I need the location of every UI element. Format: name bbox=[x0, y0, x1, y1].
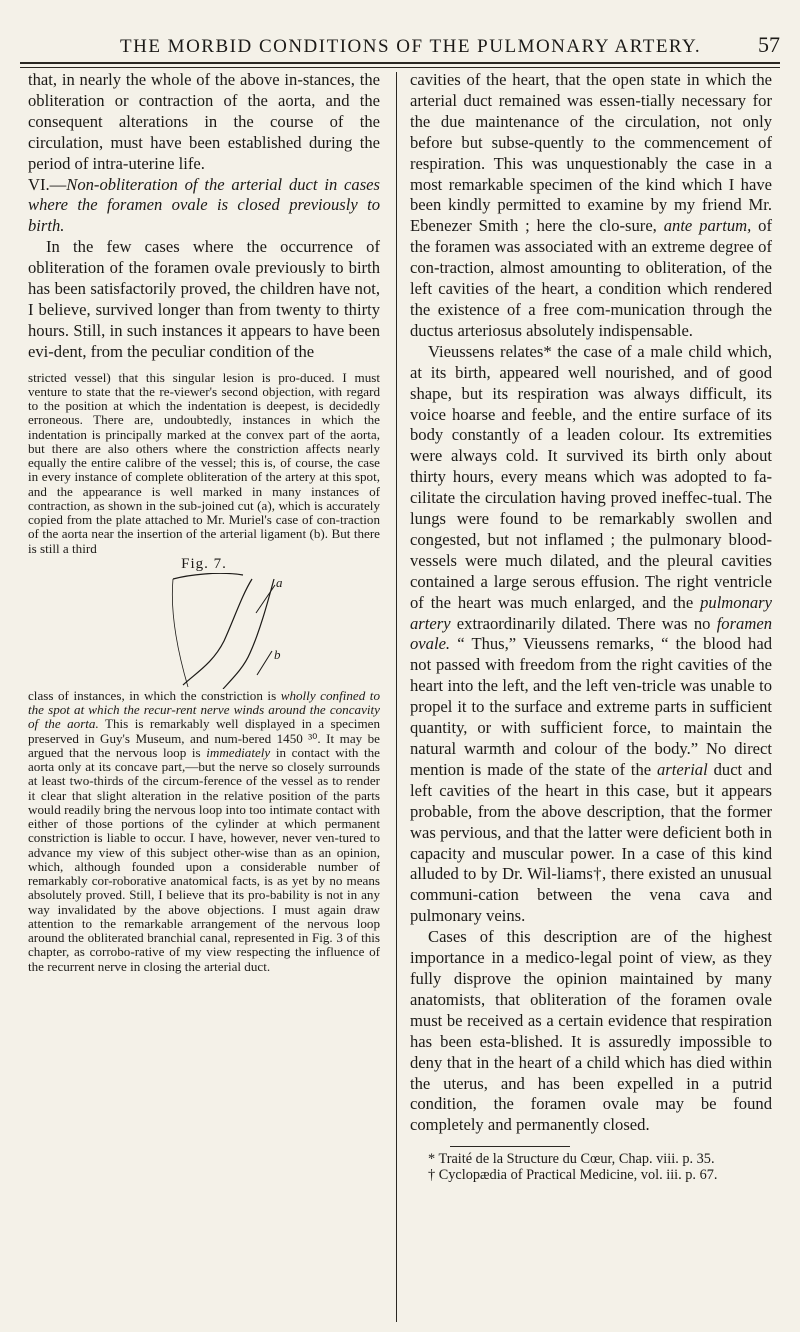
footnote: * Traité de la Structure du Cœur, Chap. viii. p. 35. bbox=[428, 1151, 715, 1168]
figure-letter-a: a bbox=[276, 574, 283, 590]
running-title: THE MORBID CONDITIONS OF THE PULMONARY ARTERY. bbox=[120, 36, 702, 57]
small-print-paragraph: class of instances, in which the constriction is wholly confined to the spot at which the recur-rent nerve winds around the concavity of the aorta. This is remarkably well displayed in a specimen preserved in Guy's Museum, and num-bered 1450 ³⁰. It may be argued that the nervous loop is immediately in contact with the aorta only at its concave part,—but the nerve so closely surrounds at least two-thirds of the circum-ference of the vessel as to render it clear that slight alteration in the relative position of the parts would readily bring the nervous loop into too intimate contact with either of those portions of the cylinder at which permanent constriction is liable to occur. I have, however, never ven-tured to advance my view of this subject other-wise than as an opinion, which, although founded upon a considerable number of remarkably cor-roborative anatomical facts, is as yet by no means absolutely proved. Still, I believe that its pro-bability is not in any way invalidated by the above objections. I must again draw attention to the remarkable arrangement of the nervous loop around the obliterated branchial canal, represented in Fig. 3 of this chapter, as corrobo-rative of my view respecting the influence of the recurrent nerve in closing the arterial duct. bbox=[28, 687, 380, 974]
footnote-rule bbox=[450, 1146, 570, 1147]
header-rule-thin bbox=[20, 67, 780, 68]
footnote: † Cyclopædia of Practical Medicine, vol. iii. p. 67. bbox=[428, 1167, 718, 1184]
column-divider bbox=[396, 72, 397, 1322]
right-column bbox=[410, 70, 772, 1183]
section-heading bbox=[28, 175, 380, 238]
left-column bbox=[28, 70, 380, 974]
small-print-paragraph: stricted vessel) that this singular lesion is pro-duced. I must venture to state that the re-viewer's second objection, with regard to the position at which the indentation is deepest, is decidedly erroneous. There are, undoubtedly, instances in which the indentation is principally marked at the convex part of the aorta, but there are also others where the constriction affects nearly equally the entire calibre of the vessel; this is, of course, the case in every instance of complete obliteration of the artery at this spot, and the appearance is well marked in many instances of contraction, as shown in the sub-joined cut (a), which is accurately copied from the plate attached to Mr. Muriel's case of con-traction of the aorta near the insertion of the arterial ligament (b). But there is still a third bbox=[28, 369, 380, 556]
section-number: VI.— bbox=[28, 174, 67, 194]
figure-label: Fig. 7. bbox=[181, 555, 227, 572]
figure-aorta-constriction bbox=[28, 573, 380, 689]
figure-letter-b: b bbox=[274, 646, 281, 662]
paragraph: In the few cases where the occurrence of obliteration of the foramen ovale previously to birth has been satisfactorily proved, the children have not, I believe, survived longer than from twenty to thirty hours. Still, in such instances it appears to have been evi-dent, from the peculiar condition of the bbox=[28, 237, 380, 361]
page-number: 57 bbox=[758, 32, 780, 57]
paragraph: cavities of the heart, that the open state in which the arterial duct remained was essen-tially necessary for the due maintenance of the circulation, not only before but subse-quently to the commencement of respiration. This was unquestionably the case in a most remarkable specimen of the kind which I have been kindly permitted to examine by my friend Mr. Ebenezer Smith ; here the clo-sure, ante partum, of the foramen was associated with an extreme degree of con-traction, almost amounting to obliteration, of the left cavities of the heart, a condition which rendered the existence of a free com-munication through the ductus arteriosus absolutely indispensable. bbox=[410, 70, 772, 340]
section-title: Non-obliteration of the arterial duct in cases where the foramen ovale is closed previously to birth. bbox=[28, 174, 380, 236]
paragraph: that, in nearly the whole of the above in-stances, the obliteration or contraction of the aorta, and the consequent alterations in the course of the circulation, must have been established during the period of intra-uterine life. bbox=[28, 70, 380, 173]
aorta-illustration bbox=[28, 573, 380, 689]
paragraph: Vieussens relates* the case of a male child which, at its birth, appeared well nourished, and of good shape, but its respiration was always difficult, its voice hoarse and feeble, and the entire surface of its body constantly of a leaden colour. Its extremities were always cold. It survived its birth only about thirty hours, every means which was adopted to fa-cilitate the circulation having proved ineffec-tual. The lungs were found to be remarkably swollen and congested, but not inflamed ; the pulmonary blood-vessels were much dilated, and the pleural cavities contained a large serous effusion. The right ventricle of the heart was much enlarged, and the pulmonary artery extraordinarily dilated. There was no foramen ovale. “ Thus,” Vieussens remarks, “ the blood had not passed with freedom from the right cavities of the heart into the left, and the left ven-tricle was unable to propel it to the surface and extreme parts in sufficient quantity, or with sufficient force, to maintain the natural warmth and colour of the body.” No direct mention is made of the state of the arterial duct and left cavities of the heart in this case, but it appears probable, from the above description, that the former was pervious, and that the latter were deficient both in capacity and muscular power. In a case of this kind alluded to by Dr. Wil-liams†, there existed an unusual communi-cation between the vena cava and pulmonary veins. bbox=[410, 341, 772, 926]
paragraph: Cases of this description are of the highest importance in a medico-legal point of view, as they fully disprove the opinion maintained by many anatomists, that obliteration of the foramen ovale must be received as a certain evidence that respiration has been esta-blished. It is assuredly impossible to deny that in the heart of a child which has died within the uterus, and has been expelled in a putrid condition, the foramen ovale may be found completely and permanently closed. bbox=[410, 927, 772, 1135]
header-rule-thick bbox=[20, 62, 780, 64]
